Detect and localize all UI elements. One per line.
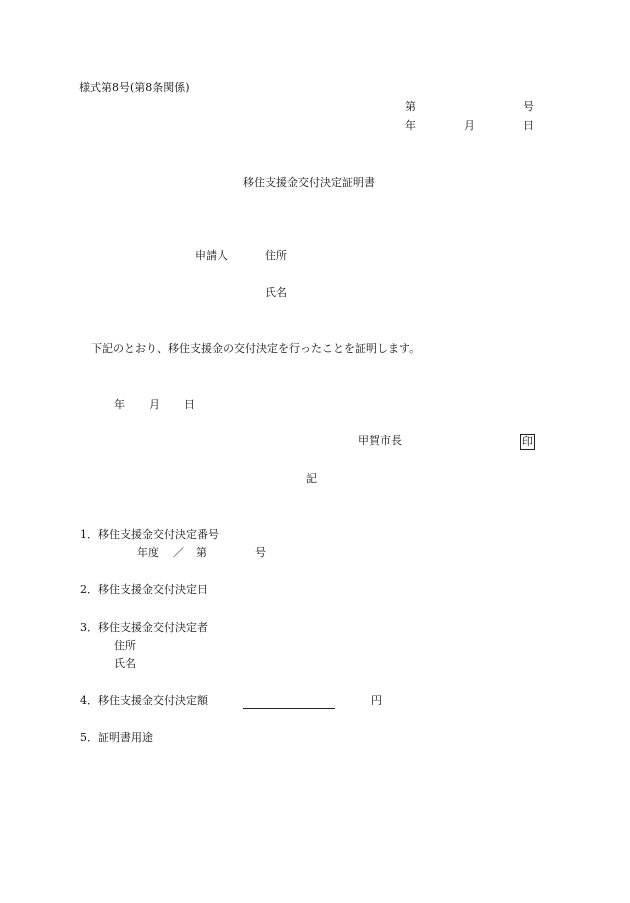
item-1-label: 1．移住支援金交付決定番号: [80, 528, 219, 541]
header-date-month: 月: [464, 119, 475, 132]
applicant-label: 申請人: [195, 249, 228, 262]
document-title: 移住支援金交付決定証明書: [243, 176, 375, 189]
item-1-go: 号: [255, 546, 266, 559]
amount-unit: 円: [371, 694, 382, 707]
item-1-dai: 第: [196, 546, 207, 559]
form-number: 様式第8号(第8条関係): [79, 81, 190, 94]
applicant-name-label: 氏名: [265, 286, 287, 299]
ki-heading: 記: [306, 472, 317, 485]
header-date-year: 年: [405, 119, 416, 132]
issuer-title: 甲賀市長: [358, 434, 402, 447]
applicant-address-label: 住所: [265, 249, 287, 262]
item-3-label: 3．移住支援金交付決定者: [80, 621, 208, 634]
item-3-name-label: 氏名: [114, 657, 136, 670]
item-4-label: 4．移住支援金交付決定額: [80, 694, 208, 707]
item-5-label: 5．証明書用途: [80, 731, 153, 744]
certification-statement: 下記のとおり、移住支援金の交付決定を行ったことを証明します。: [91, 342, 421, 355]
item-3-address-label: 住所: [114, 639, 136, 652]
item-2-label: 2．移住支援金交付決定日: [80, 583, 208, 596]
header-number-dai: 第: [405, 100, 416, 113]
issue-date-day: 日: [184, 398, 195, 411]
item-1-slash: ／: [173, 546, 184, 559]
amount-blank-line: [243, 708, 335, 709]
seal-mark: 印: [522, 435, 533, 448]
issue-date-month: 月: [149, 398, 160, 411]
header-date-day: 日: [523, 119, 534, 132]
issue-date-year: 年: [114, 398, 125, 411]
item-1-nendo: 年度: [137, 546, 159, 559]
header-number-go: 号: [523, 100, 534, 113]
